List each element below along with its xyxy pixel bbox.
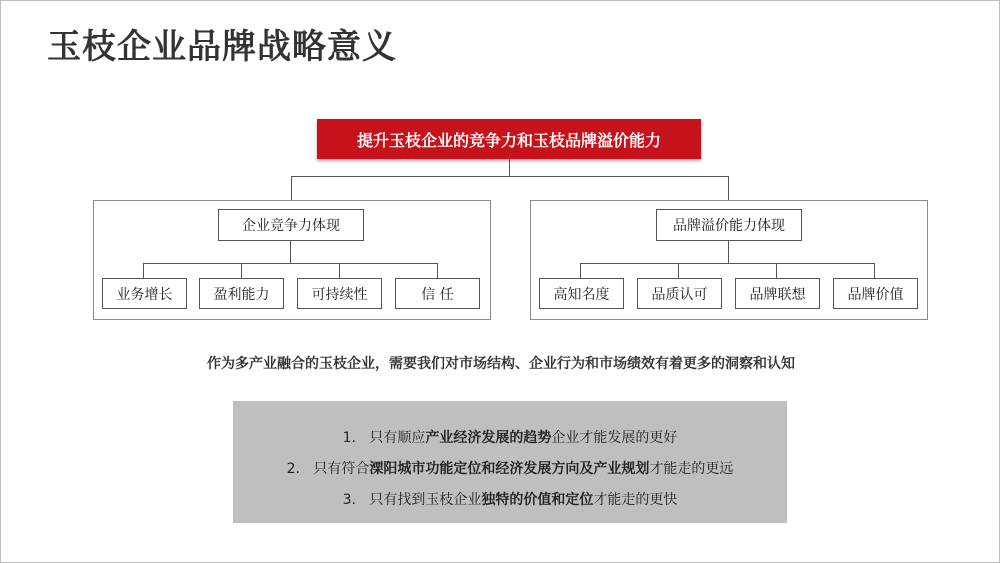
page-title: 玉枝企业品牌战略意义 (47, 27, 397, 67)
connector (437, 263, 438, 278)
connector (580, 263, 874, 264)
leaf-node: 可持续性 (297, 278, 382, 309)
connector (143, 263, 144, 278)
leaf-node: 品牌联想 (735, 278, 820, 309)
connector (776, 263, 777, 278)
connector (241, 263, 242, 278)
connector (291, 176, 729, 177)
point-highlight: 产业经济发展的趋势 (425, 430, 552, 446)
point-text: 才能走的更远 (649, 461, 734, 477)
point-highlight: 溧阳城市功能定位和经济发展方向及产业规划 (369, 461, 650, 477)
leaf-node: 业务增长 (102, 278, 187, 309)
connector (290, 240, 291, 263)
point-number: 1. (342, 430, 356, 446)
leaf-node: 信 任 (395, 278, 480, 309)
point-number: 2. (286, 461, 300, 477)
leaf-node: 品质认可 (637, 278, 722, 309)
connector (728, 176, 729, 200)
connector (728, 240, 729, 263)
point-highlight: 独特的价值和定位 (481, 492, 594, 508)
connector (874, 263, 875, 278)
branch-node-competitiveness: 企业竞争力体现 (218, 209, 364, 241)
summary-text: 作为多产业融合的玉枝企业，需要我们对市场结构、企业行为和市场绩效有着更多的洞察和认知 (207, 356, 795, 372)
point-number: 3. (342, 492, 356, 508)
point-item (233, 458, 787, 478)
leaf-node: 盈利能力 (199, 278, 284, 309)
connector (143, 263, 437, 264)
connector (339, 263, 340, 278)
connector (291, 176, 292, 200)
connector (580, 263, 581, 278)
point-text: 只有符合 (313, 461, 370, 477)
connector (509, 159, 510, 176)
connector (678, 263, 679, 278)
leaf-node: 品牌价值 (833, 278, 918, 309)
leaf-node: 高知名度 (539, 278, 624, 309)
points-panel (233, 401, 787, 523)
point-text: 只有顺应 (369, 430, 426, 446)
point-text: 才能走的更快 (593, 492, 678, 508)
point-item (233, 489, 787, 509)
point-text: 只有找到玉枝企业 (369, 492, 482, 508)
point-text: 企业才能发展的更好 (551, 430, 678, 446)
point-item (233, 427, 787, 447)
root-node: 提升玉枝企业的竞争力和玉枝品牌溢价能力 (317, 119, 701, 159)
branch-node-premium: 品牌溢价能力体现 (656, 209, 802, 241)
